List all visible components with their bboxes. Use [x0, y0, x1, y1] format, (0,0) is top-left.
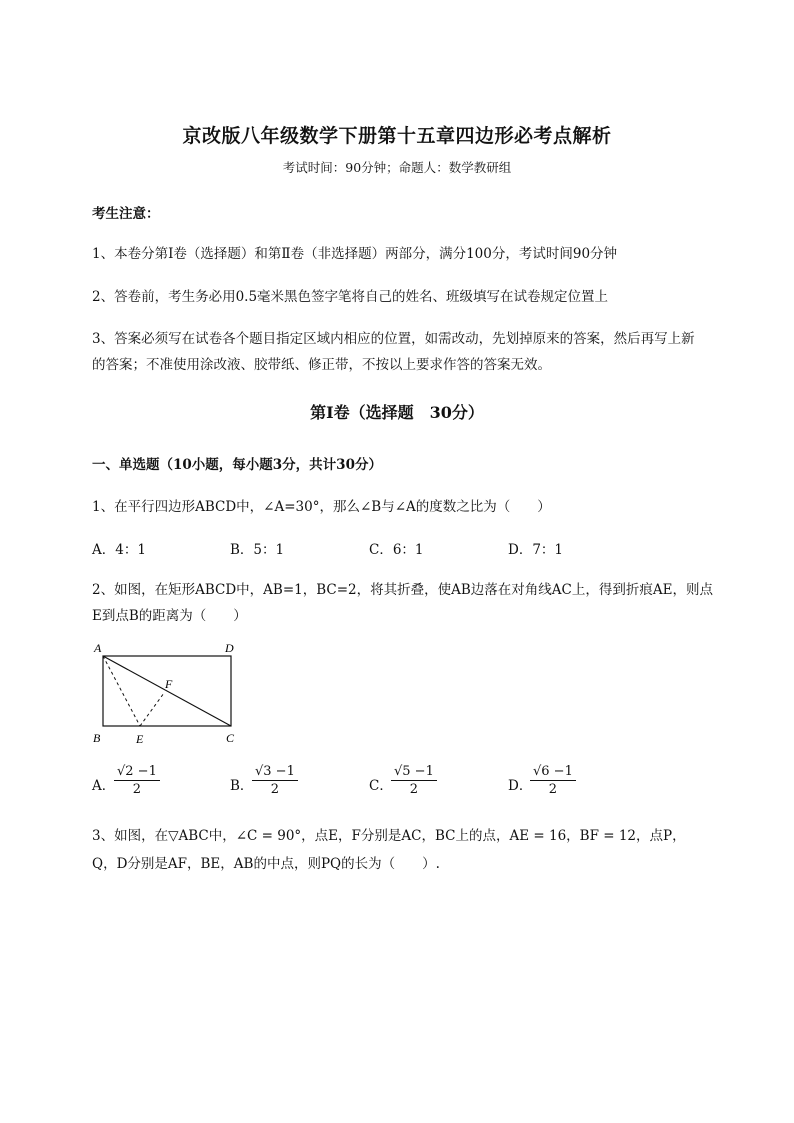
q2-option-b-letter: B．	[230, 778, 254, 794]
notice-item-2: 2、答卷前，考生务必用0.5毫米黑色签字笔将自己的姓名、班级填写在试卷规定位置上	[92, 289, 609, 305]
page-title: 京改版八年级数学下册第十五章四边形必考点解析	[182, 125, 612, 147]
notice-item-3: 3、答案必须写在试卷各个题目指定区域内相应的位置，如需改动，先划掉原来的答案，然后再写上新	[92, 331, 695, 347]
exam-subtitle: 考试时间：90分钟；命题人：数学教研组	[282, 160, 512, 175]
q2-option-a-fraction	[114, 764, 160, 798]
notice-heading: 考生注意：	[92, 206, 160, 222]
q2-option-c-fraction	[391, 764, 437, 798]
diagonal-ac	[103, 656, 231, 726]
q2-option-d-fraction	[530, 764, 576, 798]
q2-option-a-numerator: √2 −1	[114, 764, 160, 781]
q1-option-b: B．5：1	[230, 542, 285, 558]
label-b: B	[93, 731, 101, 745]
question-1-text: 1、在平行四边形ABCD中，∠A=30°，那么∠B与∠A的度数之比为（ ）	[92, 499, 551, 515]
q2-option-c-numerator: √5 −1	[391, 764, 437, 781]
q2-option-b-denominator: 2	[270, 782, 280, 797]
section-title: 第Ⅰ卷（选择题 30分）	[310, 403, 484, 422]
rectangle-fold-figure	[84, 636, 254, 748]
q2-option-d-numerator: √6 −1	[530, 764, 576, 781]
q1-option-d: D．7：1	[508, 542, 564, 558]
notice-item-1: 1、本卷分第Ⅰ卷（选择题）和第Ⅱ卷（非选择题）两部分，满分100分，考试时间90分钟	[92, 246, 618, 262]
q2-option-a-letter: A．	[92, 778, 116, 794]
q2-option-d-denominator: 2	[548, 782, 558, 797]
label-a: A	[94, 641, 102, 655]
question-2-line1: 2、如图，在矩形ABCD中，AB=1，BC=2，将其折叠，使AB边落在对角线AC上，得到折痕AE，则点	[92, 582, 713, 598]
label-f: F	[165, 677, 173, 691]
label-c: C	[226, 731, 235, 745]
q2-option-b-fraction	[252, 764, 298, 798]
question-2-line2: E到点B的距离为（ ）	[92, 608, 247, 624]
q2-option-d-letter: D．	[508, 778, 533, 794]
notice-item-3-cont: 的答案；不准使用涂改液、胶带纸、修正带，不按以上要求作答的答案无效。	[92, 357, 551, 373]
q2-option-a-denominator: 2	[132, 782, 142, 797]
label-e: E	[136, 732, 144, 746]
label-d: D	[225, 641, 234, 655]
part-heading: 一、单选题（10小题，每小题3分，共计30分）	[92, 457, 382, 473]
q2-option-b-numerator: √3 −1	[252, 764, 298, 781]
q2-option-c-denominator: 2	[409, 782, 419, 797]
q1-option-c: C．6：1	[369, 542, 424, 558]
question-3-line2: Q，D分别是AF，BE，AB的中点，则PQ的长为（ ）.	[92, 856, 440, 872]
q2-option-c-letter: C．	[369, 778, 393, 794]
q1-option-a: A．4：1	[92, 542, 146, 558]
question-3-line1: 3、如图，在▽ABC中，∠C = 90°，点E，F分别是AC，BC上的点，AE = 16，BF = 12，点P，	[92, 828, 686, 844]
fold-line-ef	[140, 693, 164, 726]
